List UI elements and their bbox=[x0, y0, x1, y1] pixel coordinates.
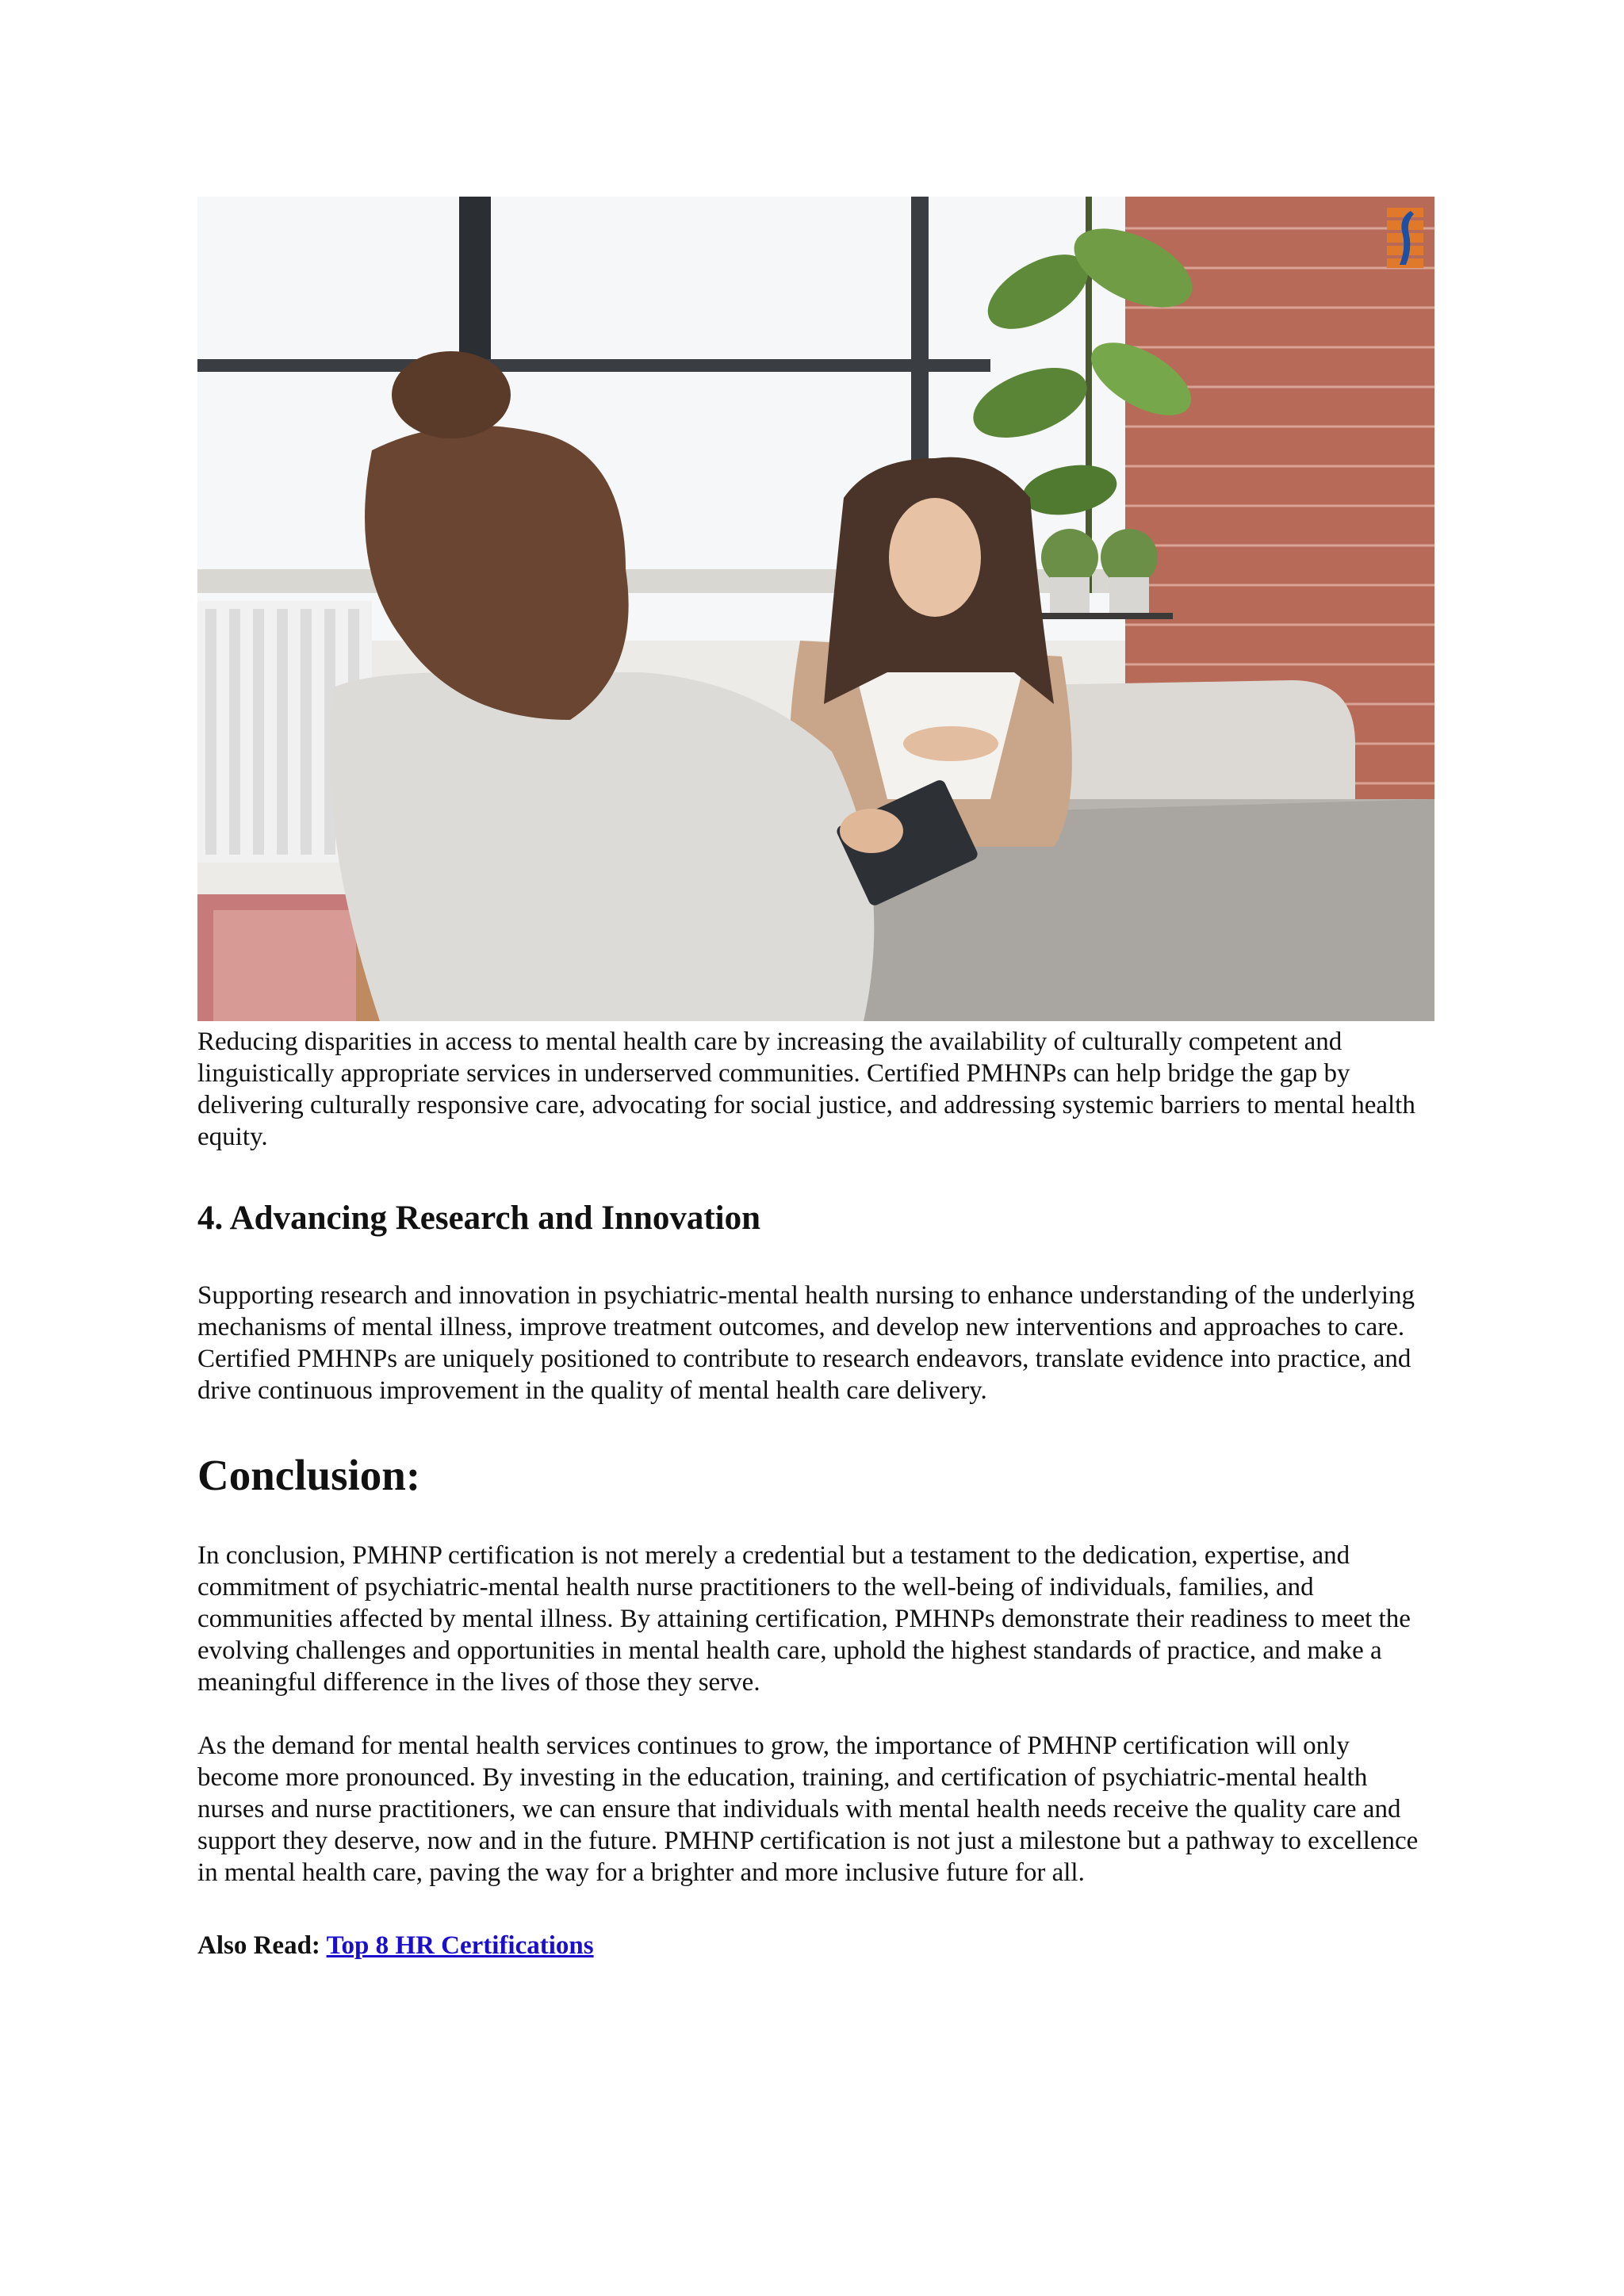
conclusion-paragraph-2: As the demand for mental health services continues to grow, the importance of PMHNP certification will only become more pronounced. By investing in the education, training, and certification of psychiatric-mental health nurses and nurse practitioners, we can ensure that individuals with mental health needs receive the quality care and support they deserve, now and in the future. PMHNP certification is not just a milestone but a pathway to excellence in mental health care, paving the way for a brighter and more inclusive future for all. bbox=[197, 1732, 1419, 1887]
section-4-paragraph: Supporting research and innovation in psychiatric-mental health nursing to enhance understanding of the underlying mechanisms of mental illness, improve treatment outcomes, and develop new interventions and approaches to care. Certified PMHNPs are uniquely positioned to contribute to research endeavors, translate evidence into practice, and drive continuous improvement in the quality of mental health care delivery. bbox=[197, 1281, 1415, 1405]
photo-illustration bbox=[197, 197, 1434, 1021]
also-read-label: Also Read: bbox=[197, 1931, 320, 1960]
also-read bbox=[197, 1930, 1434, 1961]
section-4-heading: 4. Advancing Research and Innovation bbox=[197, 1200, 761, 1237]
conclusion-paragraph-1: In conclusion, PMHNP certification is not merely a credential but a testament to the dedication, expertise, and commitment of psychiatric-mental health nurse practitioners to the well-being of individuals, families, and communities affected by mental illness. By attaining certification, PMHNPs demonstrate their readiness to meet the evolving challenges and opportunities in mental health care, uphold the highest standards of practice, and make a meaningful difference in the lives of those they serve. bbox=[197, 1541, 1411, 1697]
consultation-photo bbox=[197, 197, 1434, 1021]
conclusion-heading: Conclusion: bbox=[197, 1451, 421, 1499]
article-content bbox=[197, 197, 1434, 1961]
also-read-link[interactable]: Top 8 HR Certifications bbox=[326, 1931, 594, 1960]
intro-paragraph: Reducing disparities in access to mental health care by increasing the availability of culturally competent and linguistically appropriate services in underserved communities. Certified PMHNPs can help bridge the gap by delivering culturally responsive care, advocating for social justice, and addressing systemic barriers to mental health equity. bbox=[197, 1027, 1415, 1151]
brand-logo-icon bbox=[1387, 208, 1423, 268]
